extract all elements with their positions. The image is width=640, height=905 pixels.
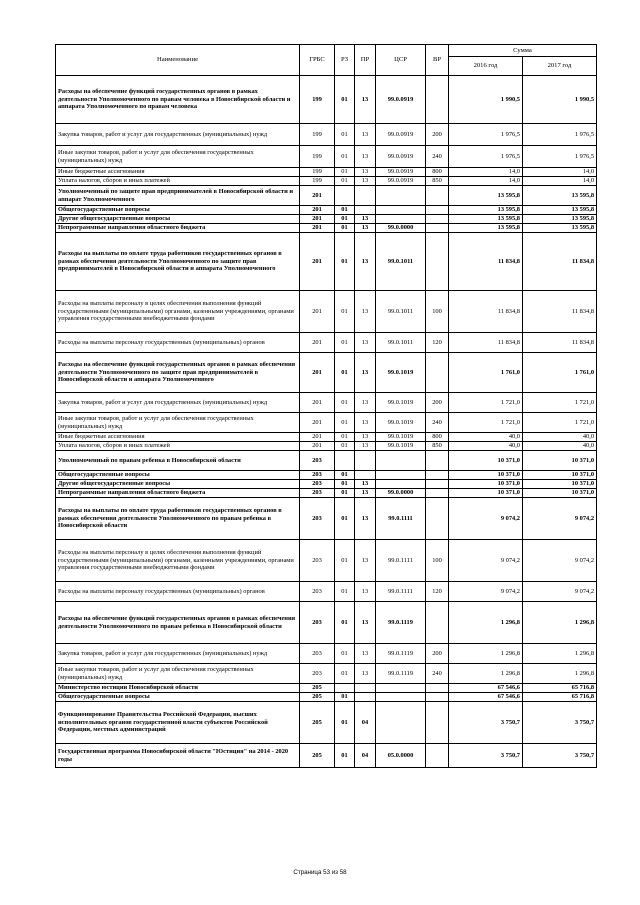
cell-vr: 200 [426, 124, 449, 146]
cell-grbs: 199 [300, 146, 335, 168]
cell-vr: 200 [426, 393, 449, 413]
table-row [56, 353, 597, 393]
cell-vr: 200 [426, 644, 449, 664]
cell-vr: 850 [426, 177, 449, 186]
cell-sum-2016: 11 834,8 [449, 333, 523, 353]
cell-csr: 99.0.1019 [376, 413, 426, 433]
cell-vr [426, 684, 449, 693]
cell-pr: 13 [355, 442, 376, 451]
cell-vr: 120 [426, 333, 449, 353]
cell-grbs: 201 [300, 233, 335, 291]
cell-pr [355, 206, 376, 215]
cell-grbs: 201 [300, 215, 335, 224]
table-row [56, 498, 597, 540]
cell-grbs: 203 [300, 644, 335, 664]
table-row [56, 744, 597, 768]
cell-vr: 240 [426, 146, 449, 168]
cell-sum-2016: 14,0 [449, 177, 523, 186]
col-header-csr: ЦСР [376, 45, 426, 76]
cell-rz: 01 [335, 76, 355, 124]
table-row [56, 224, 597, 233]
cell-vr [426, 693, 449, 702]
cell-grbs: 199 [300, 168, 335, 177]
cell-pr: 13 [355, 480, 376, 489]
cell-sum-2016: 9 074,2 [449, 582, 523, 602]
cell-pr [355, 684, 376, 693]
cell-sum-2017: 10 371,0 [523, 480, 597, 489]
cell-vr [426, 186, 449, 206]
cell-name: Закупка товаров, работ и услуг для государственных (муниципальных) нужд [56, 124, 300, 146]
cell-name: Иные бюджетные ассигнования [56, 168, 300, 177]
table-row [56, 644, 597, 664]
cell-rz [335, 186, 355, 206]
cell-csr: 99.0.0919 [376, 146, 426, 168]
cell-sum-2016: 3 750,7 [449, 744, 523, 768]
cell-name: Уполномоченный по правам ребенка в Новосибирской области [56, 451, 300, 471]
cell-grbs: 201 [300, 433, 335, 442]
cell-name: Другие общегосударственные вопросы [56, 215, 300, 224]
cell-sum-2017: 13 595,8 [523, 206, 597, 215]
cell-pr: 13 [355, 168, 376, 177]
cell-grbs: 205 [300, 684, 335, 693]
cell-name: Иные закупки товаров, работ и услуг для обеспечения государственных (муниципальных) нужд [56, 146, 300, 168]
cell-sum-2016: 1 976,5 [449, 146, 523, 168]
cell-grbs: 201 [300, 442, 335, 451]
cell-csr: 99.0.0919 [376, 76, 426, 124]
cell-sum-2016: 13 595,8 [449, 206, 523, 215]
table-row [56, 433, 597, 442]
cell-vr [426, 233, 449, 291]
cell-csr: 99.0.0919 [376, 177, 426, 186]
cell-sum-2016: 1 296,8 [449, 664, 523, 684]
cell-grbs: 203 [300, 602, 335, 644]
cell-sum-2017: 14,0 [523, 168, 597, 177]
cell-grbs: 205 [300, 702, 335, 744]
cell-grbs: 203 [300, 498, 335, 540]
cell-sum-2017: 10 371,0 [523, 451, 597, 471]
cell-pr: 04 [355, 744, 376, 768]
cell-rz: 01 [335, 413, 355, 433]
cell-rz: 01 [335, 644, 355, 664]
cell-vr [426, 353, 449, 393]
cell-sum-2016: 10 371,0 [449, 471, 523, 480]
cell-pr: 13 [355, 224, 376, 233]
cell-sum-2016: 11 834,8 [449, 291, 523, 333]
cell-rz: 01 [335, 744, 355, 768]
cell-sum-2016: 9 074,2 [449, 540, 523, 582]
cell-sum-2017: 1 721,0 [523, 413, 597, 433]
table-row [56, 684, 597, 693]
cell-name: Иные закупки товаров, работ и услуг для обеспечения государственных (муниципальных) нужд [56, 413, 300, 433]
cell-sum-2017: 1 296,8 [523, 664, 597, 684]
cell-rz: 01 [335, 489, 355, 498]
cell-grbs: 199 [300, 124, 335, 146]
cell-rz: 01 [335, 215, 355, 224]
cell-name: Общегосударственные вопросы [56, 693, 300, 702]
col-header-rz: РЗ [335, 45, 355, 76]
cell-csr: 99.0.1019 [376, 393, 426, 413]
cell-rz: 01 [335, 177, 355, 186]
cell-vr: 240 [426, 664, 449, 684]
cell-name: Расходы на выплаты персоналу государственных (муниципальных) органов [56, 582, 300, 602]
cell-csr: 99.0.1011 [376, 291, 426, 333]
cell-sum-2017: 1 296,8 [523, 644, 597, 664]
cell-name: Общегосударственные вопросы [56, 471, 300, 480]
cell-csr: 99.0.1011 [376, 233, 426, 291]
cell-name: Непрограммные направления областного бюджета [56, 489, 300, 498]
cell-pr [355, 693, 376, 702]
col-header-vr: ВР [426, 45, 449, 76]
table-row [56, 480, 597, 489]
table-row [56, 413, 597, 433]
cell-name: Расходы на выплаты по оплате труда работников государственных органов в рамках обеспечения деятельности Уполномоченного по защите прав предпринимателей в Новосибирской области и аппарата Уполномоченного [56, 233, 300, 291]
cell-name: Расходы на выплаты персоналу в целях обеспечения выполнения функций государственными (муниципальными) органами, казенными учреждениями, органами управления государственными внебюджетными фондами [56, 291, 300, 333]
cell-vr [426, 451, 449, 471]
cell-vr [426, 206, 449, 215]
cell-sum-2017: 9 074,2 [523, 540, 597, 582]
cell-pr [355, 471, 376, 480]
cell-sum-2017: 1 761,0 [523, 353, 597, 393]
cell-sum-2017: 3 750,7 [523, 744, 597, 768]
cell-grbs: 203 [300, 582, 335, 602]
cell-vr [426, 744, 449, 768]
cell-pr: 13 [355, 489, 376, 498]
cell-csr: 99.0.1019 [376, 353, 426, 393]
cell-rz: 01 [335, 602, 355, 644]
cell-sum-2016: 1 990,5 [449, 76, 523, 124]
cell-pr: 13 [355, 393, 376, 413]
cell-rz: 01 [335, 206, 355, 215]
cell-sum-2016: 3 750,7 [449, 702, 523, 744]
cell-grbs: 201 [300, 206, 335, 215]
cell-name: Расходы на выплаты персоналу государственных (муниципальных) органов [56, 333, 300, 353]
cell-csr [376, 702, 426, 744]
cell-rz: 01 [335, 353, 355, 393]
cell-sum-2017: 3 750,7 [523, 702, 597, 744]
cell-csr [376, 471, 426, 480]
cell-csr: 99.0.1111 [376, 498, 426, 540]
cell-sum-2017: 65 716,8 [523, 684, 597, 693]
col-header-year-2016: 2016 год [449, 57, 523, 76]
cell-sum-2017: 11 834,8 [523, 233, 597, 291]
cell-vr: 800 [426, 168, 449, 177]
table-row [56, 76, 597, 124]
cell-rz: 01 [335, 480, 355, 489]
table-row [56, 602, 597, 644]
table-row [56, 124, 597, 146]
cell-sum-2016: 1 296,8 [449, 644, 523, 664]
cell-rz: 01 [335, 540, 355, 582]
cell-grbs: 205 [300, 693, 335, 702]
cell-rz: 01 [335, 664, 355, 684]
cell-sum-2016: 13 595,8 [449, 186, 523, 206]
cell-sum-2017: 13 595,8 [523, 224, 597, 233]
cell-rz: 01 [335, 582, 355, 602]
cell-name: Уполномоченный по защите прав предпринимателей в Новосибирской области и аппарат Уполномоченного [56, 186, 300, 206]
cell-grbs: 199 [300, 177, 335, 186]
cell-sum-2017: 13 595,8 [523, 186, 597, 206]
cell-sum-2017: 13 595,8 [523, 215, 597, 224]
cell-sum-2017: 40,0 [523, 442, 597, 451]
cell-rz: 01 [335, 224, 355, 233]
cell-sum-2016: 11 834,8 [449, 233, 523, 291]
cell-rz: 01 [335, 693, 355, 702]
cell-sum-2016: 13 595,8 [449, 224, 523, 233]
cell-sum-2017: 40,0 [523, 433, 597, 442]
cell-name: Расходы на обеспечение функций государственных органов в рамках обеспечения деятельности Уполномоченного по защите прав предпринимателей в Новосибирской области и аппарата Уполномоченного [56, 353, 300, 393]
cell-csr [376, 684, 426, 693]
cell-pr: 13 [355, 413, 376, 433]
cell-csr [376, 206, 426, 215]
cell-rz: 01 [335, 393, 355, 413]
cell-rz: 01 [335, 124, 355, 146]
cell-sum-2016: 1 761,0 [449, 353, 523, 393]
cell-csr [376, 215, 426, 224]
cell-sum-2017: 1 296,8 [523, 602, 597, 644]
cell-csr [376, 693, 426, 702]
cell-rz: 01 [335, 442, 355, 451]
table-row [56, 489, 597, 498]
cell-name: Непрограммные направления областного бюджета [56, 224, 300, 233]
col-header-pr: ПР [355, 45, 376, 76]
cell-vr [426, 224, 449, 233]
cell-csr: 99.0.1019 [376, 442, 426, 451]
cell-grbs: 203 [300, 451, 335, 471]
col-header-grbs: ГРБС [300, 45, 335, 76]
cell-vr: 850 [426, 442, 449, 451]
cell-vr: 800 [426, 433, 449, 442]
cell-grbs: 201 [300, 413, 335, 433]
cell-pr: 13 [355, 498, 376, 540]
cell-grbs: 203 [300, 664, 335, 684]
cell-csr: 99.0.1111 [376, 540, 426, 582]
cell-vr [426, 215, 449, 224]
table-row [56, 540, 597, 582]
cell-sum-2016: 13 595,8 [449, 215, 523, 224]
table-row [56, 291, 597, 333]
cell-grbs: 205 [300, 744, 335, 768]
cell-sum-2017: 11 834,8 [523, 291, 597, 333]
cell-pr: 13 [355, 602, 376, 644]
cell-csr [376, 480, 426, 489]
cell-name: Расходы на обеспечение функций государственных органов в рамках обеспечения деятельности Уполномоченного по правам ребенка в Новосибирской области [56, 602, 300, 644]
col-header-year-2017: 2017 год [523, 57, 597, 76]
cell-rz: 01 [335, 168, 355, 177]
cell-sum-2016: 1 721,0 [449, 413, 523, 433]
cell-name: Закупка товаров, работ и услуг для государственных (муниципальных) нужд [56, 393, 300, 413]
cell-sum-2017: 1 721,0 [523, 393, 597, 413]
cell-sum-2016: 14,0 [449, 168, 523, 177]
table-row [56, 693, 597, 702]
col-header-name: Наименование [56, 45, 300, 76]
cell-pr: 13 [355, 215, 376, 224]
table-row [56, 206, 597, 215]
cell-name: Иные бюджетные ассигнования [56, 433, 300, 442]
cell-name: Расходы на выплаты по оплате труда работников государственных органов в рамках обеспечения деятельности Уполномоченного по правам ребенка в Новосибирской области [56, 498, 300, 540]
cell-grbs: 203 [300, 489, 335, 498]
cell-sum-2016: 1 976,5 [449, 124, 523, 146]
cell-sum-2017: 1 990,5 [523, 76, 597, 124]
cell-pr: 13 [355, 124, 376, 146]
cell-sum-2016: 9 074,2 [449, 498, 523, 540]
cell-name: Уплата налогов, сборов и иных платежей [56, 442, 300, 451]
cell-name: Закупка товаров, работ и услуг для государственных (муниципальных) нужд [56, 644, 300, 664]
cell-grbs: 201 [300, 393, 335, 413]
cell-vr [426, 471, 449, 480]
table-row [56, 664, 597, 684]
cell-csr [376, 451, 426, 471]
table-row [56, 146, 597, 168]
cell-grbs: 201 [300, 353, 335, 393]
table-row [56, 333, 597, 353]
cell-sum-2016: 10 371,0 [449, 489, 523, 498]
cell-sum-2016: 40,0 [449, 433, 523, 442]
cell-csr: 99.0.1111 [376, 582, 426, 602]
cell-vr [426, 702, 449, 744]
cell-sum-2016: 40,0 [449, 442, 523, 451]
cell-name: Государственная программа Новосибирской области "Юстиция" на 2014 - 2020 годы [56, 744, 300, 768]
cell-sum-2017: 9 074,2 [523, 582, 597, 602]
cell-sum-2017: 14,0 [523, 177, 597, 186]
cell-sum-2017: 10 371,0 [523, 489, 597, 498]
cell-sum-2016: 1 296,8 [449, 602, 523, 644]
table-body [56, 76, 597, 768]
cell-vr [426, 498, 449, 540]
cell-sum-2017: 11 834,8 [523, 333, 597, 353]
cell-csr: 99.0.1119 [376, 602, 426, 644]
cell-pr: 13 [355, 233, 376, 291]
cell-rz [335, 684, 355, 693]
cell-rz: 01 [335, 471, 355, 480]
cell-pr [355, 186, 376, 206]
cell-name: Функционирование Правительства Российской Федерации, высших исполнительных органов государственной власти субъектов Российской Федерации, местных администраций [56, 702, 300, 744]
cell-vr: 100 [426, 291, 449, 333]
cell-rz: 01 [335, 333, 355, 353]
cell-pr: 13 [355, 177, 376, 186]
cell-rz [335, 451, 355, 471]
cell-sum-2016: 10 371,0 [449, 480, 523, 489]
cell-name: Министерство юстиции Новосибирской области [56, 684, 300, 693]
cell-rz: 01 [335, 146, 355, 168]
cell-csr: 99.0.0919 [376, 168, 426, 177]
cell-grbs: 199 [300, 76, 335, 124]
cell-csr: 99.0.0000 [376, 489, 426, 498]
table-row [56, 177, 597, 186]
cell-grbs: 203 [300, 540, 335, 582]
cell-vr [426, 489, 449, 498]
cell-pr: 13 [355, 433, 376, 442]
cell-csr: 05.0.0000 [376, 744, 426, 768]
cell-vr: 120 [426, 582, 449, 602]
cell-sum-2016: 67 546,6 [449, 684, 523, 693]
cell-rz: 01 [335, 498, 355, 540]
cell-rz: 01 [335, 233, 355, 291]
cell-name: Расходы на обеспечение функций государственных органов в рамках деятельности Уполномоченного по правам человека в Новосибирской области и аппарата Уполномоченного по правам человека [56, 76, 300, 124]
cell-csr: 99.0.0000 [376, 224, 426, 233]
table-row [56, 215, 597, 224]
table-row [56, 442, 597, 451]
table-row [56, 451, 597, 471]
cell-grbs: 201 [300, 291, 335, 333]
cell-csr: 99.0.0919 [376, 124, 426, 146]
cell-pr: 13 [355, 644, 376, 664]
cell-pr: 13 [355, 76, 376, 124]
cell-csr: 99.0.1119 [376, 644, 426, 664]
cell-name: Иные закупки товаров, работ и услуг для обеспечения государственных (муниципальных) нужд [56, 664, 300, 684]
header-row [56, 45, 597, 57]
cell-pr: 13 [355, 291, 376, 333]
table-row [56, 471, 597, 480]
cell-grbs: 201 [300, 186, 335, 206]
cell-pr: 04 [355, 702, 376, 744]
table-row [56, 582, 597, 602]
cell-pr [355, 451, 376, 471]
table-row [56, 393, 597, 413]
table-row [56, 702, 597, 744]
cell-grbs: 201 [300, 333, 335, 353]
cell-pr: 13 [355, 146, 376, 168]
budget-sheet [55, 44, 596, 768]
col-header-sum: Сумма [449, 45, 597, 57]
cell-sum-2017: 10 371,0 [523, 471, 597, 480]
cell-vr: 240 [426, 413, 449, 433]
budget-table [55, 44, 597, 768]
cell-pr: 13 [355, 353, 376, 393]
table-row [56, 186, 597, 206]
cell-rz: 01 [335, 433, 355, 442]
cell-vr [426, 480, 449, 489]
cell-pr: 13 [355, 582, 376, 602]
page-number: Страница 53 из 58 [293, 869, 347, 876]
cell-pr: 13 [355, 540, 376, 582]
cell-sum-2017: 1 976,5 [523, 124, 597, 146]
cell-sum-2017: 1 976,5 [523, 146, 597, 168]
cell-vr: 100 [426, 540, 449, 582]
cell-csr: 99.0.1019 [376, 433, 426, 442]
cell-grbs: 203 [300, 471, 335, 480]
cell-grbs: 201 [300, 224, 335, 233]
cell-sum-2016: 10 371,0 [449, 451, 523, 471]
cell-name: Общегосударственные вопросы [56, 206, 300, 215]
table-row [56, 168, 597, 177]
cell-csr: 99.0.1011 [376, 333, 426, 353]
table-row [56, 233, 597, 291]
cell-vr [426, 76, 449, 124]
cell-sum-2016: 67 546,6 [449, 693, 523, 702]
cell-csr: 99.0.1119 [376, 664, 426, 684]
cell-rz: 01 [335, 702, 355, 744]
cell-name: Другие общегосударственные вопросы [56, 480, 300, 489]
cell-rz: 01 [335, 291, 355, 333]
cell-grbs: 203 [300, 480, 335, 489]
cell-vr [426, 602, 449, 644]
cell-name: Уплата налогов, сборов и иных платежей [56, 177, 300, 186]
cell-sum-2017: 65 716,8 [523, 693, 597, 702]
cell-pr: 13 [355, 333, 376, 353]
cell-csr [376, 186, 426, 206]
cell-pr: 13 [355, 664, 376, 684]
cell-name: Расходы на выплаты персоналу в целях обеспечения выполнения функций государственными (муниципальными) органами, казенными учреждениями, органами управления государственными внебюджетными фондами [56, 540, 300, 582]
cell-sum-2017: 9 074,2 [523, 498, 597, 540]
cell-sum-2016: 1 721,0 [449, 393, 523, 413]
